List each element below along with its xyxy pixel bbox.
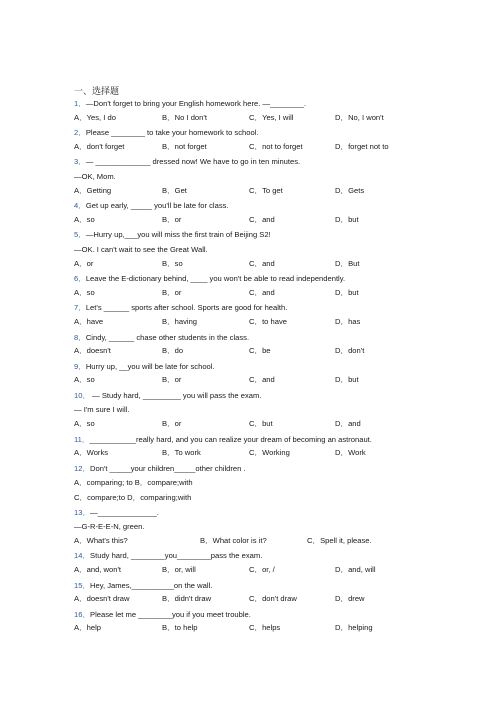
option-c[interactable]: C．be [249,346,271,356]
question-stem [74,228,496,243]
option-a[interactable]: A．Yes, I do [74,112,116,122]
question-number: 14． [74,551,91,561]
question-stem [74,549,496,564]
option-d[interactable]: D．helping [335,623,373,633]
option-d[interactable]: D．drew [335,594,365,604]
option-c[interactable]: C．Working [249,448,290,458]
option-b[interactable]: B．or, will [162,565,196,574]
question-stem [74,331,496,346]
option-b[interactable]: B．to help [162,623,198,633]
option-a[interactable]: A．Works [74,448,109,458]
options-row [74,345,496,360]
option-d[interactable]: D．and [335,419,361,429]
options-row [74,214,496,229]
option-b[interactable]: B．not forget [162,141,207,151]
question-text: Hurry up, __you will be late for school. [85,361,215,371]
question-text: Let's ______ sports after school. Sports are good for health. [85,303,288,313]
option-c[interactable]: C．and [249,214,275,224]
question-text: —Hurry up,___you will miss the first train of Beijing S2! [85,230,271,240]
option-a[interactable]: A．don't forget [74,141,125,151]
question-number: 13． [74,507,91,517]
option-c[interactable]: C．to have [249,316,287,326]
options-row [74,112,496,127]
option-b[interactable]: B．didn't draw [162,594,212,604]
option-c[interactable]: C．or, / [249,565,275,574]
question-text: Cindy, ______ chase other students in the class. [85,332,250,342]
option-d[interactable]: D．But [335,258,360,268]
option-a[interactable]: A．have [74,316,104,326]
option-a[interactable]: A．so [74,419,95,429]
question-number: 2． [74,128,86,138]
option-a[interactable]: A．and, won't [74,565,122,574]
question-text: —______________. [90,507,159,517]
option-d[interactable]: D．forget not to [335,141,389,151]
option-c[interactable]: C．and [249,258,275,268]
question-text: Hey, James,__________on the wall. [90,580,213,590]
question-number: 1． [74,99,86,108]
question-stem [74,389,496,404]
question-number: 5． [74,230,86,240]
option-d[interactable]: D．and, will [335,565,376,574]
question-number: 4． [74,201,86,211]
option-b[interactable]: B．or [162,419,182,429]
option-b[interactable]: B．or [162,375,182,385]
options-row [74,316,496,331]
options-line[interactable]: C．compare;to D．comparing;with [74,493,192,503]
question-stem [74,506,496,521]
question-list [74,97,496,637]
question-number: 16． [74,609,91,619]
question-number: 10． [74,390,91,400]
option-b[interactable]: B．do [162,346,184,356]
question-stem [74,97,496,112]
options-row [74,535,496,550]
option-c[interactable]: C．To get [249,185,283,195]
dialogue-line: —G-R-E-E-N, green. [74,522,145,532]
question-text: —Don't forget to bring your English homework here. —________. [85,99,306,108]
question-text: Get up early, _____ you'll be late for class. [85,201,229,211]
option-a[interactable]: A．help [74,623,102,633]
options-row [74,622,496,637]
option-c[interactable]: C．Spell it, please. [307,535,372,545]
option-a[interactable]: A．doesn't [74,346,111,356]
option-c[interactable]: C．but [249,419,273,429]
dialogue-line: —OK. I can't wait to see the Great Wall. [74,244,208,254]
options-row [74,374,496,389]
option-c[interactable]: C．helps [249,623,281,633]
options-row [74,258,496,273]
option-c[interactable]: C．and [249,287,275,297]
option-b[interactable]: B．Get [162,185,187,195]
question-number: 15． [74,580,91,590]
option-b[interactable]: B．or [162,214,182,224]
question-text: Please let me ________you if you meet trouble. [90,609,251,619]
option-d[interactable]: D．Gets [335,185,365,195]
options-row [74,185,496,200]
options-line[interactable]: A．comparing; to B．compare;with [74,478,193,488]
question-stem [74,126,496,141]
options-row [74,418,496,433]
question-number: 11． [74,434,90,444]
question-text: Leave the E-dictionary behind, ____ you won't be able to read independently. [85,274,346,284]
option-b[interactable]: B．To work [162,448,201,458]
option-c[interactable]: C．not to forget [249,141,303,151]
option-a[interactable]: A．so [74,214,95,224]
option-c[interactable]: C．Yes, I will [249,112,294,122]
option-b[interactable]: B．No I don't [162,112,207,122]
dialogue-line: —OK, Mom. [74,171,116,181]
question-stem [74,360,496,375]
question-number: 8． [74,332,86,342]
option-b[interactable]: B．What color is it? [200,535,267,545]
options-row [74,447,496,462]
question-text: Study hard, ________you________pass the exam. [90,551,263,561]
option-a[interactable]: A．What's this? [74,535,128,545]
option-d[interactable]: D．but [335,214,359,224]
options-row [74,287,496,302]
option-b[interactable]: B．having [162,316,198,326]
option-c[interactable]: C．don't draw [249,594,297,604]
option-a[interactable]: A．Getting [74,185,112,195]
question-stem [74,433,496,448]
question-number: 6． [74,274,86,284]
option-c[interactable]: C．and [249,375,275,385]
options-row [74,141,496,156]
question-stem [74,272,496,287]
options-row [74,564,496,579]
question-number: 7． [74,303,86,313]
option-d[interactable]: D．Work [335,448,366,458]
question-stem [74,199,496,214]
option-d[interactable]: D．but [335,287,359,297]
dialogue-line: — I'm sure I will. [74,405,130,415]
option-a[interactable]: A．or [74,258,94,268]
option-b[interactable]: B．so [162,258,183,268]
question-stem [74,462,496,477]
option-b[interactable]: B．or [162,287,182,297]
question-text: Don't _____your children_____other children . [90,463,246,473]
options-row [74,593,496,608]
question-text: ___________really hard, and you can realize your dream of becoming an astronaut. [89,434,372,444]
option-d[interactable]: D．don't [335,346,365,356]
option-a[interactable]: A．doesn't draw [74,594,130,604]
question-text: — _____________ dressed now! We have to go in ten minutes. [85,157,301,167]
section-title: 一、选择题 [74,86,120,96]
option-d[interactable]: D．No, I won't [335,112,384,122]
question-stem [74,301,496,316]
question-stem [74,608,496,623]
question-stem [74,155,496,170]
option-a[interactable]: A．so [74,375,95,385]
option-a[interactable]: A．so [74,287,95,297]
question-stem [74,579,496,594]
question-number: 9． [74,361,86,371]
question-number: 3． [74,157,86,167]
question-text: — Study hard, _________ you will pass the exam. [90,390,262,400]
question-number: 12． [74,463,91,473]
option-d[interactable]: D．has [335,316,361,326]
option-d[interactable]: D．but [335,375,359,385]
question-text: Please ________ to take your homework to school. [85,128,259,138]
